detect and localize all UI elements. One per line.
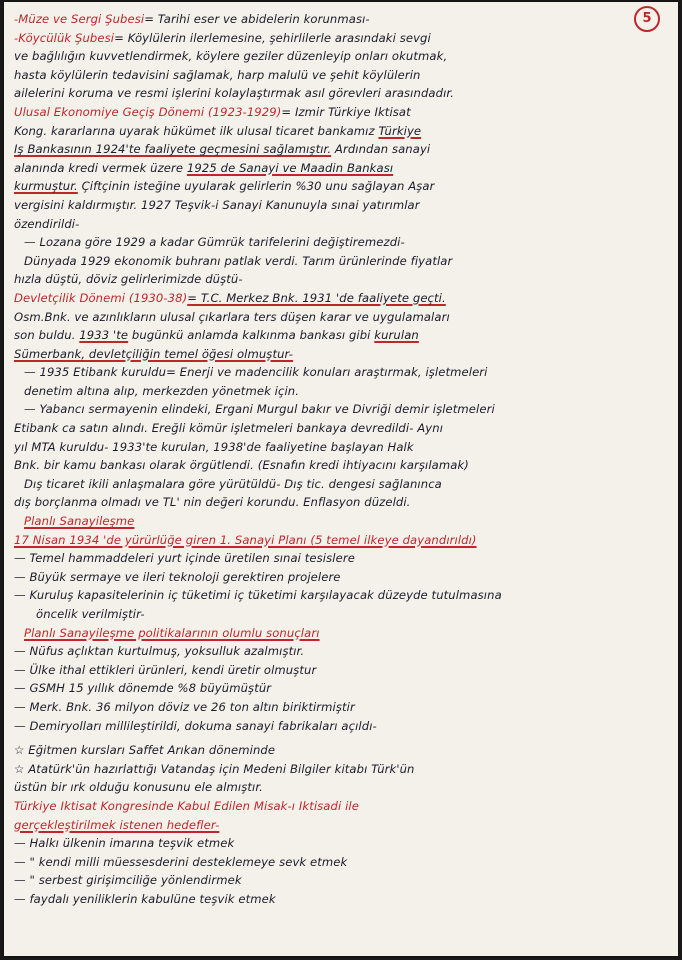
note-text: bugünkü anlamda kalkınma bankası gibi [128,328,375,343]
note-heading: Planlı Sanayileşme [24,514,135,529]
note-line [14,363,648,382]
note-line [14,642,648,661]
note-text: hızla düştü, döviz gelirlerimizde düştü- [14,272,243,287]
note-text: — " serbest girişimciliğe yönlendirmek [14,873,242,888]
note-line [14,326,648,345]
note-text: — Merk. Bnk. 36 milyon döviz ve 26 ton altın biriktirmiştir [14,699,355,714]
note-line [14,853,648,872]
note-text: 1933 'te [79,328,129,343]
note-line [14,419,648,438]
note-line [14,252,648,271]
notebook-page [4,2,678,956]
note-line [14,778,648,797]
note-text: — 1935 Etibank kuruldu= Enerji ve madencilik konuları araştırmak, işletmeleri [24,365,488,380]
note-text: — Ülke ithal ettikleri ürünleri, kendi üretir olmuştur [14,662,317,677]
note-line [14,475,648,494]
note-text: — Yabancı sermayenin elindeki, Ergani Murgul bakır ve Divriği demir işletmeleri [24,402,495,417]
note-text: Ardından sanayi [331,142,431,157]
note-text: — " kendi milli müessesderini desteklemeye sevk etmek [14,854,348,869]
note-text: kurulan [374,328,419,343]
note-line [14,270,648,289]
note-line [14,29,648,48]
note-text: — Demiryolları millileştirildi, dokuma sanayi fabrikaları açıldı- [14,718,377,733]
note-text: Çiftçinin isteğine uyularak gelirlerin %30 unu sağlayan Aşar [77,179,435,194]
note-heading: Türkiye Iktisat Kongresinde Kabul Edilen Misak-ı Iktisadi ile [14,798,359,813]
note-heading: gerçekleştirilmek istenen hedefler- [14,817,220,832]
note-line [14,605,648,624]
note-line [14,549,648,568]
note-text: öncelik verilmiştir- [36,607,145,621]
note-line [14,741,648,760]
note-line [14,289,648,308]
note-text: Türkiye [378,123,422,138]
note-heading: 17 Nisan 1934 'de yürürlüğe giren 1. Sanayi Planı (5 temel ilkeye dayandırıldı) [14,532,477,547]
note-text: ☆ Atatürk'ün hazırlattığı Vatandaş için Medeni Bilgiler kitabı Türk'ün [14,761,415,776]
note-line [14,493,648,512]
note-text: denetim altına alıp, merkezden yönetmek için. [24,383,300,398]
note-text: özendirildi- [14,216,80,231]
note-line [14,568,648,587]
note-text: ve bağlılığın kuvvetlendirmek, köylere geziler düzenleyip onları okutmak, [14,49,448,64]
note-line [14,679,648,698]
note-line [14,215,648,234]
note-text: vergisini kaldırmıştır. 1927 Teşvik-i Sanayi Kanunuyla sınai yatırımlar [14,197,420,212]
note-text: — faydalı yeniliklerin kabulüne teşvik etmek [14,891,276,906]
note-text: dış borçlanma olmadı ve TL' nin değeri korundu. Enflasyon düzeldi. [14,495,411,510]
note-line [14,177,648,196]
note-line [14,382,648,401]
note-line [14,84,648,103]
note-text: kurmuştur. [14,179,78,194]
note-line [14,797,648,816]
note-line [14,159,648,178]
note-heading: Planlı Sanayileşme politikalarının olumlu sonuçları [24,625,320,640]
note-text: — Nüfus açlıktan kurtulmuş, yoksulluk azalmıştır. [14,644,305,659]
note-line [14,890,648,909]
note-heading: Ulusal Ekonomiye Geçiş Dönemi (1923-1929) [14,104,282,119]
note-text: Iş Bankasının 1924'te faaliyete geçmesini sağlamıştır. [14,142,332,157]
note-line [14,140,648,159]
note-line [14,122,648,141]
note-text: = Izmir Türkiye Iktisat [281,104,411,119]
note-line [14,66,648,85]
note-text: yıl MTA kuruldu- 1933'te kurulan, 1938'de faaliyetine başlayan Halk [14,439,414,454]
note-text: — Büyük sermaye ve ileri teknoloji gerektiren projelere [14,569,341,584]
note-line [14,400,648,419]
note-text: = T.C. Merkez Bnk. 1931 'de faaliyete geçti. [187,290,446,305]
note-line [14,308,648,327]
page-number: 5 [634,6,660,32]
note-text: son buldu. [14,328,80,343]
note-heading: -Müze ve Sergi Şubesi [14,12,145,26]
note-line [14,438,648,457]
note-text: — Temel hammaddeleri yurt içinde üretilen sınai tesislere [14,551,355,566]
note-text: Dış ticaret ikili anlaşmalara göre yürütüldü- Dış tic. dengesi sağlanınca [24,476,442,491]
note-text: — Lozana göre 1929 a kadar Gümrük tarifelerini değiştiremezdi- [24,235,405,250]
note-line [14,10,648,29]
note-text: üstün bir ırk olduğu konusunu ele almıştır. [14,780,263,795]
note-line [14,345,648,364]
note-text: — GSMH 15 yıllık dönemde %8 büyümüştür [14,681,272,696]
note-text: 1925 de Sanayi ve Maadin Bankası [186,160,394,175]
note-text: Bnk. bir kamu bankası olarak örgütlendi. (Esnafın kredi ihtiyacını karşılamak) [14,458,469,473]
note-line [14,624,648,643]
note-text: Dünyada 1929 ekonomik buhranı patlak verdi. Tarım ürünlerinde fiyatlar [24,253,453,268]
note-line [14,816,648,835]
note-text: Osm.Bnk. ve azınlıkların ulusal çıkarlara ters düşen karar ve uygulamaları [14,309,450,324]
note-line [14,871,648,890]
note-line [14,103,648,122]
note-line [14,531,648,550]
note-line [14,47,648,66]
note-text: Etibank ca satın alındı. Ereğli kömür işletmeleri bankaya devredildi- Aynı [14,421,444,436]
note-line [14,760,648,779]
note-text: Sümerbank, devletçiliğin temel öğesi olmuştur- [14,346,294,361]
note-line [14,512,648,531]
note-text: hasta köylülerin tedavisini sağlamak, harp malulü ve şehit köylülerin [14,67,421,82]
note-line [14,661,648,680]
note-line [14,717,648,736]
note-text: = Tarihi eser ve abidelerin korunması- [144,12,370,26]
note-line [14,698,648,717]
note-text: — Halkı ülkenin imarına teşvik etmek [14,836,235,851]
note-text: alanında kredi vermek üzere [14,160,187,175]
note-line [14,586,648,605]
note-text: ☆ Eğitmen kursları Saffet Arıkan döneminde [14,743,276,758]
note-line [14,233,648,252]
note-text: — Kuruluş kapasitelerinin iç tüketimi iç tüketimi karşılayacak düzeyde tutulmasına [14,588,502,603]
note-text: ailelerini koruma ve resmi işlerini kolaylaştırmak asıl görevleri arasındadır. [14,86,454,101]
handwritten-notes [14,10,648,909]
note-heading: -Köycülük Şubesi [14,30,115,45]
note-text: Kong. kararlarına uyarak hükümet ilk ulusal ticaret bankamız [14,123,379,138]
note-heading: Devletçilik Dönemi (1930-38) [14,290,188,305]
note-line [14,456,648,475]
note-text: = Köylülerin ilerlemesine, şehirlilerle arasındaki sevgi [114,30,431,45]
note-line [14,834,648,853]
note-line [14,196,648,215]
